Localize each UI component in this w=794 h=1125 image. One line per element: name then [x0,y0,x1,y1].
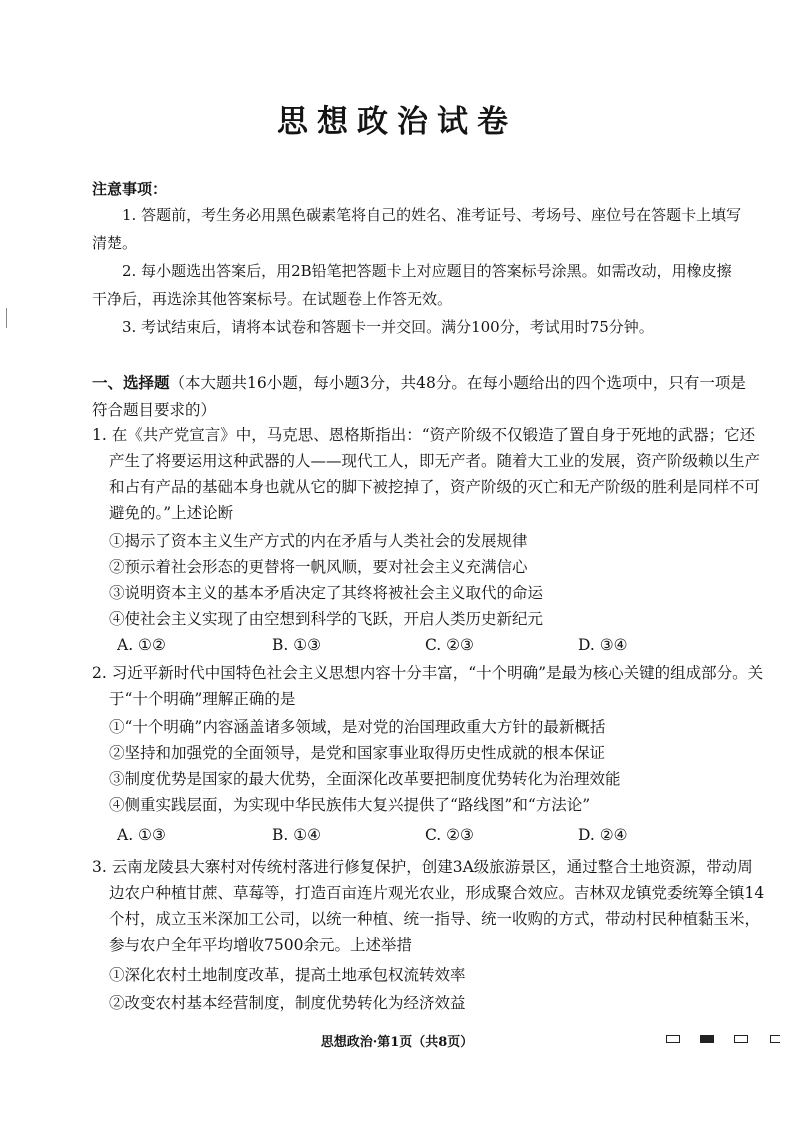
scan-mark-filled [700,1035,714,1043]
choice-a: A. ①③ [117,826,166,844]
notice-item-2: 2. 每小题选出答案后，用2B铅笔把答题卡上对应题目的答案标号涂黑。如需改动，用橡皮擦干净后，再选涂其他答案标号。在试题卷上作答无效。 [92,262,732,308]
choice-a: A. ①② [117,636,166,654]
question-1-option-2: ②预示着社会形态的更替将一帆风顺，要对社会主义充满信心 [109,558,528,576]
scan-edge-mark [6,308,7,328]
scan-mark-empty [734,1035,748,1043]
question-1-option-4: ④使社会主义实现了由空想到科学的飞跃，开启人类历史新纪元 [109,610,544,628]
choice-c: C. ②③ [425,826,474,844]
scan-mark-empty [666,1035,680,1043]
notice-heading: 注意事项： [92,180,168,198]
question-2-choices [117,822,717,848]
choice-b: B. ①③ [272,636,322,654]
section-header [92,370,750,424]
section-heading: 一、选择题 [92,374,170,392]
question-3-option-2: ②改变农村基本经营制度，制度优势转化为经济效益 [109,994,466,1012]
question-1-option-3: ③说明资本主义的基本矛盾决定了其终将被社会主义取代的命运 [109,584,544,602]
question-1-choices [117,632,717,658]
page-footer: 思想政治·第1页（共8页） [320,1035,474,1050]
choice-c: C. ②③ [425,636,474,654]
section-description: （本大题共16小题，每小题3分，共48分。在每小题给出的四个选项中，只有一项是符合题目要求的） [92,374,746,419]
choice-d: D. ③④ [578,636,628,654]
notice-item-3: 3. 考试结束后，请将本试卷和答题卡一并交回。满分100分，考试用时75分钟。 [122,318,654,336]
scan-mark-partial [770,1035,780,1043]
question-2-stem: 2. 习近平新时代中国特色社会主义思想内容十分丰富，“十个明确”是最为核心关键的组成部分。关于“十个明确”理解正确的是 [92,664,764,708]
question-2-option-2: ②坚持和加强党的全面领导，是党和国家事业取得历史性成就的根本保证 [109,744,606,762]
question-3-option-1: ①深化农村土地制度改革，提高土地承包权流转效率 [109,966,466,984]
question-2-option-3: ③制度优势是国家的最大优势，全面深化改革要把制度优势转化为治理效能 [109,770,621,788]
choice-b: B. ①④ [272,826,322,844]
question-3-stem: 3. 云南龙陵县大寨村对传统村落进行修复保护，创建3A级旅游景区，通过整合土地资源，带动周边农户种植甘蔗、草莓等，打造百亩连片观光农业，形成聚合效应。吉林双龙镇党委统筹全镇14个村，成立玉米深加工公司，以统一种植、统一指导、统一收购的方式，带动村民种植黏玉米，参与农户全年平均增收7500余元。上述举措 [92,858,765,954]
question-1-option-1: ①揭示了资本主义生产方式的内在矛盾与人类社会的发展规律 [109,532,528,550]
question-2-option-4: ④侧重实践层面，为实现中华民族伟大复兴提供了“路线图”和“方法论” [109,796,591,814]
choice-d: D. ②④ [578,826,628,844]
notice-item-1: 1. 答题前，考生务必用黑色碳素笔将自己的姓名、准考证号、考场号、座位号在答题卡上填写清楚。 [92,206,742,252]
question-1-stem: 1. 在《共产党宣言》中，马克思、恩格斯指出：“资产阶级不仅锻造了置自身于死地的武器；它还产生了将要运用这种武器的人——现代工人，即无产者。随着大工业的发展，资产阶级赖以生产和占有产品的基础本身也就从它的脚下被挖掉了，资产阶级的灭亡和无产阶级的胜利是同样不可避免的。”上述论断 [92,426,761,522]
page-title: 思想政治试卷 [277,104,517,140]
question-2-option-1: ①“十个明确”内容涵盖诸多领域，是对党的治国理政重大方针的最新概括 [109,718,606,736]
